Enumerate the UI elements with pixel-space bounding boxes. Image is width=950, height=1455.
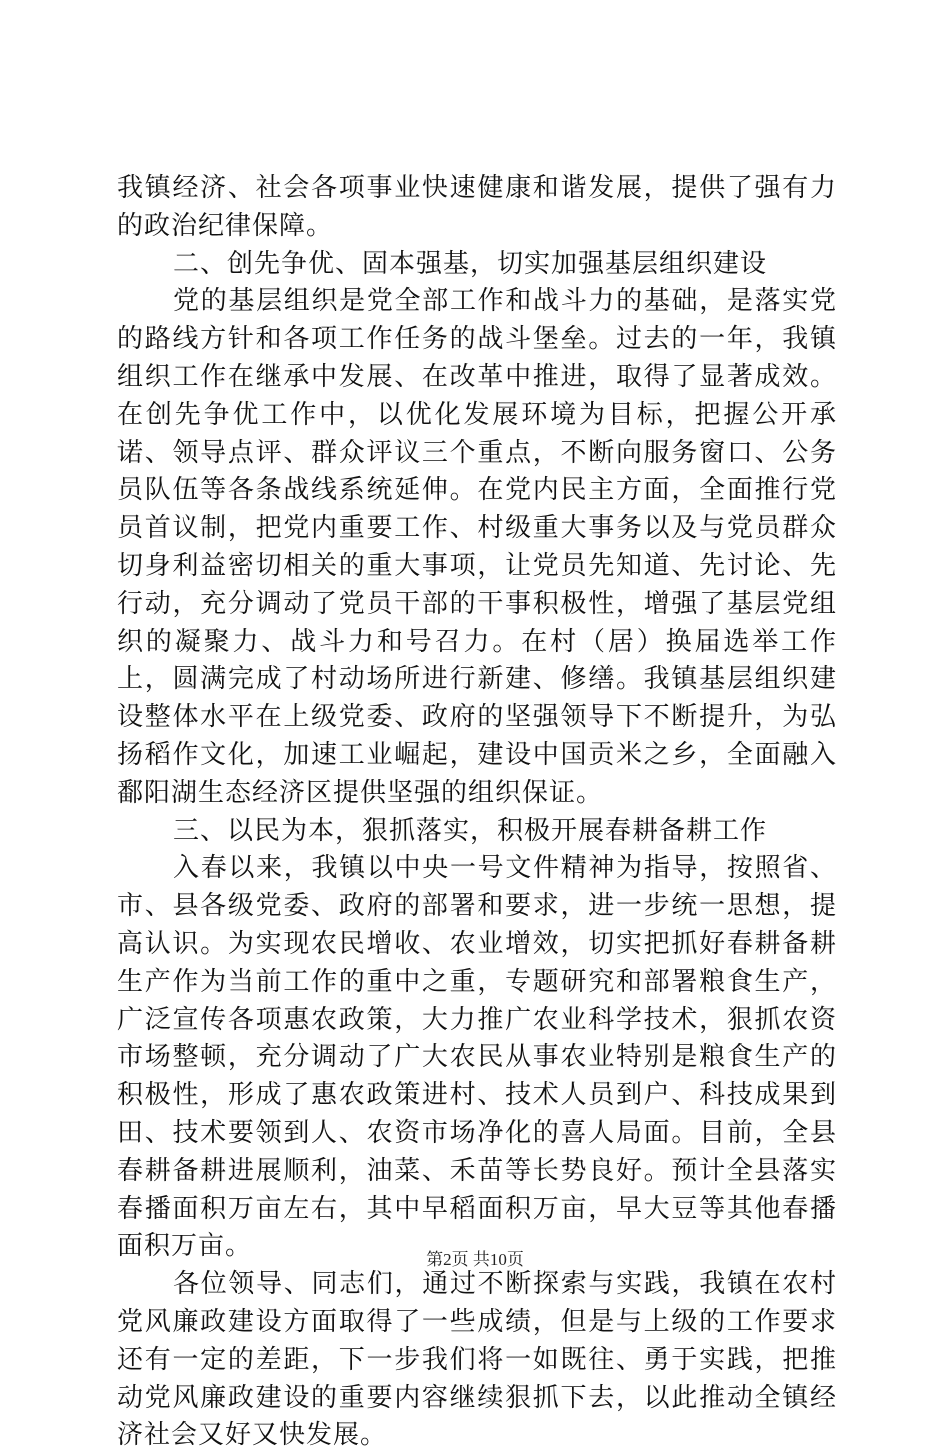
paragraph-continuation: 我镇经济、社会各项事业快速健康和谐发展，提供了强有力的政治纪律保障。 xyxy=(117,173,837,241)
paragraph-closing: 各位领导、同志们，通过不断探索与实践，我镇在农村党风廉政建设方面取得了一些成绩，但是与上级的工作要求还有一定的差距，下一步我们将一如既往、勇于实践，把推动党风廉政建设的重要内容继续狠抓下去，以此推动全镇经济社会又好又快发展。 xyxy=(117,1269,837,1451)
paragraph-organization: 党的基层组织是党全部工作和战斗力的基础，是落实党的路线方针和各项工作任务的战斗堡垒。过去的一年，我镇组织工作在继承中发展、在改革中推进，取得了显著成效。在创先争优工作中，以优化发展环境为目标，把握公开承诺、领导点评、群众评议三个重点，不断向服务窗口、公务员队伍等各条战线系统延伸。在党内民主方面，全面推行党员首议制，把党内重要工作、村级重大事务以及与党员群众切身利益密切相关的重大事项，让党员先知道、先讨论、先行动，充分调动了党员干部的干事积极性，增强了基层党组织的凝聚力、战斗力和号召力。在村（居）换届选举工作上，圆满完成了村动场所进行新建、修缮。我镇基层组织建设整体水平在上级党委、政府的坚强领导下不断提升，为弘扬稻作文化，加速工业崛起，建设中国贡米之乡，全面融入鄱阳湖生态经济区提供坚强的组织保证。 xyxy=(117,286,837,808)
section-heading-2: 二、创先争优、固本强基，切实加强基层组织建设 xyxy=(173,248,768,279)
section-heading-3: 三、以民为本，狠抓落实，积极开展春耕备耕工作 xyxy=(173,815,768,846)
paragraph-spring-farming: 入春以来，我镇以中央一号文件精神为指导，按照省、市、县各级党委、政府的部署和要求，进一步统一思想，提高认识。为实现农民增收、农业增效，切实把抓好春耕备耕生产作为当前工作的重中之重，专题研究和部署粮食生产，广泛宣传各项惠农政策，大力推广农业科学技术，狠抓农资市场整顿，充分调动了广大农民从事农业特别是粮食生产的积极性，形成了惠农政策进村、技术人员到户、科技成果到田、技术要领到人、农资市场净化的喜人局面。目前，全县春耕备耕进展顺利，油菜、禾苗等长势良好。预计全县落实春播面积万亩左右，其中早稻面积万亩，早大豆等其他春播面积万亩。 xyxy=(117,853,837,1262)
page-number-footer: 第2页 共10页 xyxy=(426,1250,524,1269)
